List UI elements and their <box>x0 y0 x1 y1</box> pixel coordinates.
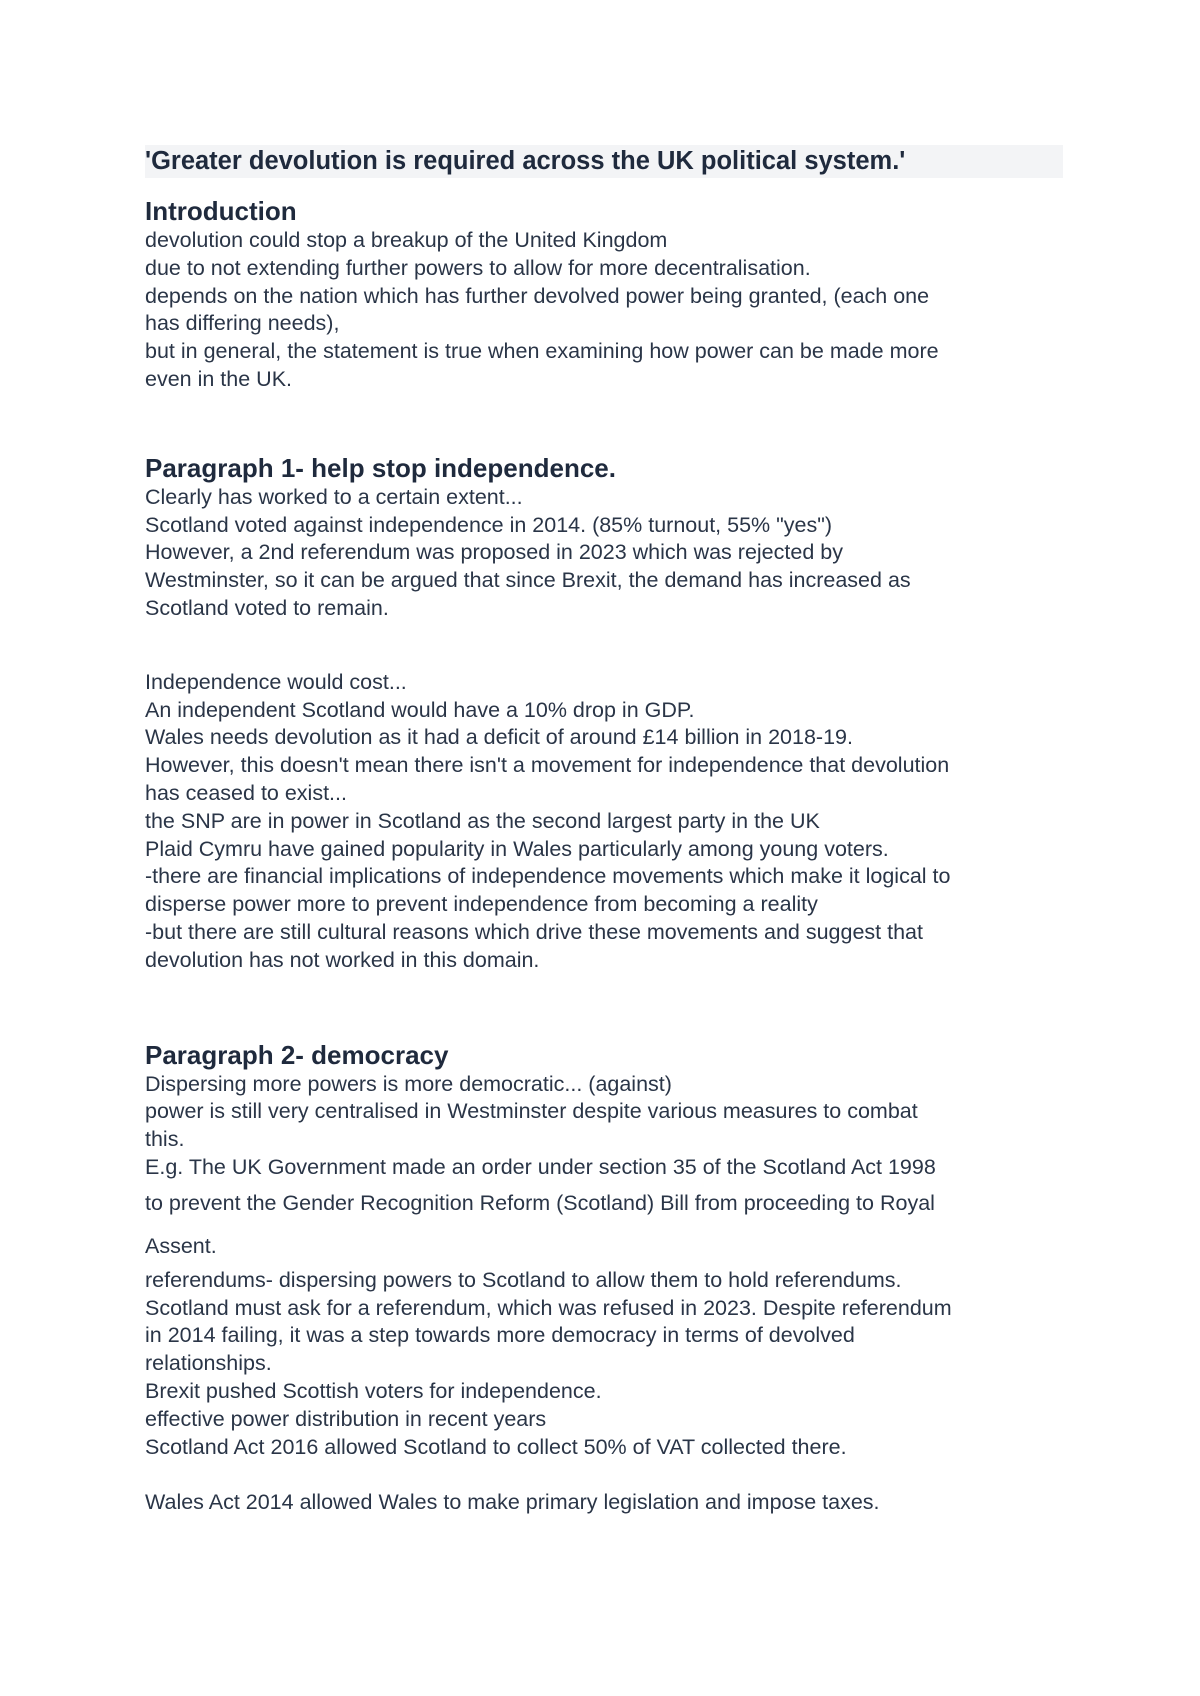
paragraph1-heading: Paragraph 1- help stop independence. <box>145 452 616 483</box>
paragraph2-line: this. <box>145 1127 185 1152</box>
paragraph2-line: Scotland Act 2016 allowed Scotland to collect 50% of VAT collected there. <box>145 1434 847 1459</box>
title-highlight <box>145 145 1063 178</box>
document-title: 'Greater devolution is required across the UK political system.' <box>145 147 906 175</box>
paragraph2-section <box>145 1039 1065 1518</box>
paragraph2-line: Scotland must ask for a referendum, which was refused in 2023. Despite referendum <box>145 1295 952 1320</box>
paragraph2-line: referendums- dispersing powers to Scotland to allow them to hold referendums. <box>145 1267 902 1292</box>
paragraph1-line: Independence would cost... <box>145 669 407 694</box>
paragraph1-line: Clearly has worked to a certain extent... <box>145 484 523 509</box>
introduction-heading: Introduction <box>145 196 297 226</box>
paragraph1-line: disperse power more to prevent independence from becoming a reality <box>145 892 818 917</box>
intro-line: depends on the nation which has further devolved power being granted, (each one <box>145 283 930 308</box>
intro-line: has differing needs), <box>145 311 340 336</box>
paragraph1-line: -but there are still cultural reasons which drive these movements and suggest that <box>145 919 923 944</box>
paragraph1-line: devolution has not worked in this domain. <box>145 947 540 972</box>
paragraph1-line: has ceased to exist... <box>145 780 347 805</box>
paragraph1-line: Plaid Cymru have gained popularity in Wales particularly among young voters. <box>145 836 889 861</box>
spacer <box>145 1461 1065 1489</box>
paragraph2-line: Assent. <box>145 1233 217 1258</box>
paragraph2-line: to prevent the Gender Recognition Reform (Scotland) Bill from proceeding to Royal <box>145 1190 935 1215</box>
paragraph2-line: power is still very centralised in Westminster despite various measures to combat <box>145 1099 918 1124</box>
paragraph1-line: Scotland voted to remain. <box>145 595 389 620</box>
paragraph1-line: However, this doesn't mean there isn't a movement for independence that devolution <box>145 753 950 778</box>
spacer <box>145 623 1065 669</box>
spacer <box>145 975 1065 1039</box>
paragraph1-section <box>145 452 1065 975</box>
paragraph1-line: -there are financial implications of independence movements which make it logical to <box>145 864 951 889</box>
intro-line: due to not extending further powers to allow for more decentralisation. <box>145 255 811 280</box>
introduction-section <box>145 195 1065 394</box>
paragraph2-line: Brexit pushed Scottish voters for independence. <box>145 1378 602 1403</box>
paragraph1-line: the SNP are in power in Scotland as the second largest party in the UK <box>145 808 820 833</box>
intro-line: devolution could stop a breakup of the United Kingdom <box>145 228 668 252</box>
paragraph2-line: Dispersing more powers is more democratic... (against) <box>145 1071 672 1096</box>
paragraph2-line: Wales Act 2014 allowed Wales to make primary legislation and impose taxes. <box>145 1490 880 1515</box>
paragraph1-line: Westminster, so it can be argued that since Brexit, the demand has increased as <box>145 568 911 593</box>
intro-line: but in general, the statement is true when examining how power can be made more <box>145 339 939 364</box>
paragraph2-line: E.g. The UK Government made an order under section 35 of the Scotland Act 1998 <box>145 1154 936 1179</box>
paragraph1-line: Wales needs devolution as it had a deficit of around £14 billion in 2018-19. <box>145 725 853 750</box>
paragraph2-line: in 2014 failing, it was a step towards more democracy in terms of devolved <box>145 1323 855 1348</box>
paragraph1-line: An independent Scotland would have a 10% drop in GDP. <box>145 697 695 722</box>
paragraph2-heading: Paragraph 2- democracy <box>145 1039 449 1070</box>
intro-line: even in the UK. <box>145 366 293 391</box>
paragraph2-line: relationships. <box>145 1351 272 1376</box>
paragraph1-line: Scotland voted against independence in 2014. (85% turnout, 55% "yes") <box>145 512 833 537</box>
spacer <box>145 394 1065 452</box>
paragraph2-line: effective power distribution in recent years <box>145 1406 547 1431</box>
document-page <box>145 145 1065 1517</box>
paragraph1-line: However, a 2nd referendum was proposed in 2023 which was rejected by <box>145 540 843 565</box>
